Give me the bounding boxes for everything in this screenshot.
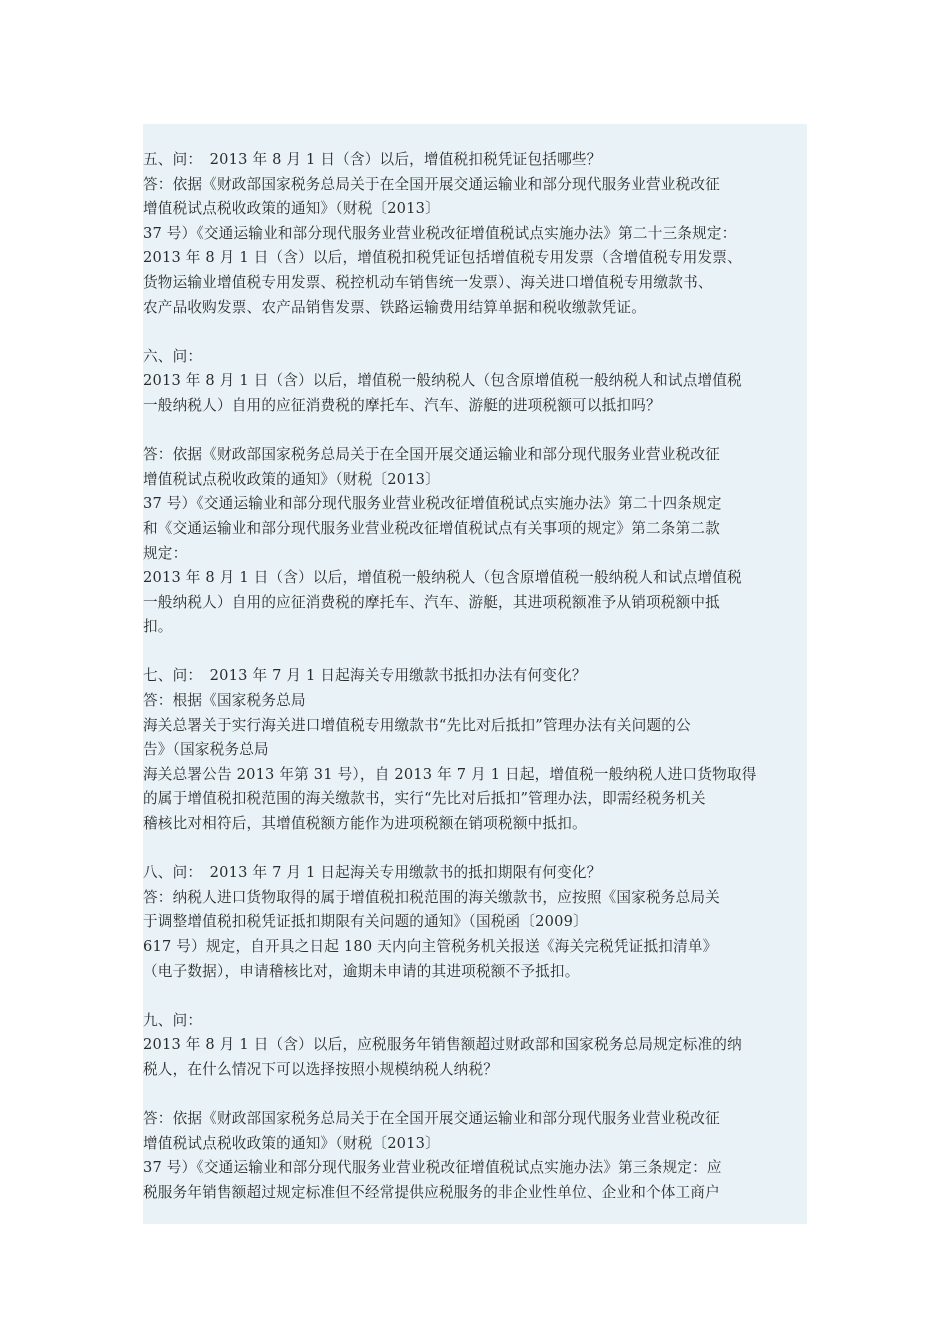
- text-line: 答：依据《财政部国家税务总局关于在全国开展交通运输业和部分现代服务业营业税改征: [143, 175, 720, 193]
- qa-section: [143, 1009, 807, 1206]
- section-gap: [143, 837, 807, 862]
- text-line: 一般纳税人）自用的应征消费税的摩托车、汽车、游艇的进项税额可以抵扣吗？: [143, 396, 661, 414]
- text-line: 稽核比对相符后，其增值税额方能作为进项税额在销项税额中抵扣。: [143, 815, 587, 833]
- text-line: 货物运输业增值税专用发票、税控机动车销售统一发票）、海关进口增值税专用缴款书、: [143, 273, 713, 291]
- text-line: 税人，在什么情况下可以选择按照小规模纳税人纳税？: [143, 1060, 499, 1078]
- section-gap: [143, 984, 807, 1009]
- text-line: 答：依据《财政部国家税务总局关于在全国开展交通运输业和部分现代服务业营业税改征: [143, 446, 720, 464]
- text-line: 告》（国家税务总局: [143, 741, 269, 759]
- text-line: 2013 年 8 月 1 日（含）以后，增值税一般纳税人（包含原增值税一般纳税人和试点增值税: [143, 372, 742, 390]
- text-line: 农产品收购发票、农产品销售发票、铁路运输费用结算单据和税收缴款凭证。: [143, 298, 646, 316]
- qa-text-block: [143, 148, 807, 1206]
- text-line: 答：根据《国家税务总局: [143, 692, 306, 710]
- text-line: 七、问： 2013 年 7 月 1 日起海关专用缴款书抵扣办法有何变化？: [143, 667, 587, 685]
- text-line: 答：依据《财政部国家税务总局关于在全国开展交通运输业和部分现代服务业营业税改征: [143, 1110, 720, 1128]
- section-gap: [143, 640, 807, 665]
- text-line: 海关总署关于实行海关进口增值税专用缴款书“先比对后抵扣”管理办法有关问题的公: [143, 716, 691, 734]
- qa-section: [143, 345, 807, 640]
- text-line: （电子数据），申请稽核比对，逾期未申请的其进项税额不予抵扣。: [143, 962, 580, 980]
- text-line: 规定：: [143, 544, 188, 562]
- section-gap: [143, 320, 807, 345]
- blank-line: [143, 1083, 807, 1108]
- text-line: 37 号）《交通运输业和部分现代服务业营业税改征增值税试点实施办法》第二十四条规定: [143, 495, 722, 513]
- text-line: 税服务年销售额超过规定标准但不经常提供应税服务的非企业性单位、企业和个体工商户: [143, 1183, 720, 1201]
- text-line: 于调整增值税扣税凭证抵扣期限有关问题的通知》（国税函〔2009〕: [143, 913, 588, 931]
- qa-section: [143, 148, 807, 320]
- text-line: 增值税试点税收政策的通知》（财税〔2013〕: [143, 470, 440, 488]
- blank-line: [143, 419, 807, 444]
- text-line: 海关总署公告 2013 年第 31 号），自 2013 年 7 月 1 日起，增值税一般纳税人进口货物取得: [143, 765, 757, 783]
- text-line: 六、问：: [143, 347, 203, 365]
- text-line: 2013 年 8 月 1 日（含）以后，增值税一般纳税人（包含原增值税一般纳税人和试点增值税: [143, 569, 742, 587]
- text-line: 2013 年 8 月 1 日（含）以后，增值税扣税凭证包括增值税专用发票（含增值税专用发票、: [143, 249, 742, 267]
- text-line: 和《交通运输业和部分现代服务业营业税改征增值税试点有关事项的规定》第二条第二款: [143, 519, 720, 537]
- text-line: 答：纳税人进口货物取得的属于增值税扣税范围的海关缴款书，应按照《国家税务总局关: [143, 888, 720, 906]
- text-line: 37 号）《交通运输业和部分现代服务业营业税改征增值税试点实施办法》第三条规定：应: [143, 1159, 722, 1177]
- text-line: 八、问： 2013 年 7 月 1 日起海关专用缴款书的抵扣期限有何变化？: [143, 864, 602, 882]
- text-line: 增值税试点税收政策的通知》（财税〔2013〕: [143, 200, 440, 218]
- text-line: 617 号）规定，自开具之日起 180 天内向主管税务机关报送《海关完税凭证抵扣清单》: [143, 938, 718, 955]
- text-line: 九、问：: [143, 1011, 203, 1029]
- text-line: 的属于增值税扣税范围的海关缴款书，实行“先比对后抵扣”管理办法，即需经税务机关: [143, 790, 706, 808]
- qa-section: [143, 664, 807, 836]
- text-line: 扣。: [143, 618, 173, 636]
- text-line: 一般纳税人）自用的应征消费税的摩托车、汽车、游艇，其进项税额准予从销项税额中抵: [143, 593, 720, 611]
- text-line: 2013 年 8 月 1 日（含）以后，应税服务年销售额超过财政部和国家税务总局规定标准的纳: [143, 1036, 742, 1054]
- qa-section: [143, 861, 807, 984]
- text-line: 五、问： 2013 年 8 月 1 日（含）以后，增值税扣税凭证包括哪些？: [143, 151, 602, 168]
- text-line: 增值税试点税收政策的通知》（财税〔2013〕: [143, 1134, 440, 1152]
- text-line: 37 号）《交通运输业和部分现代服务业营业税改征增值税试点实施办法》第二十三条规定：: [143, 224, 737, 242]
